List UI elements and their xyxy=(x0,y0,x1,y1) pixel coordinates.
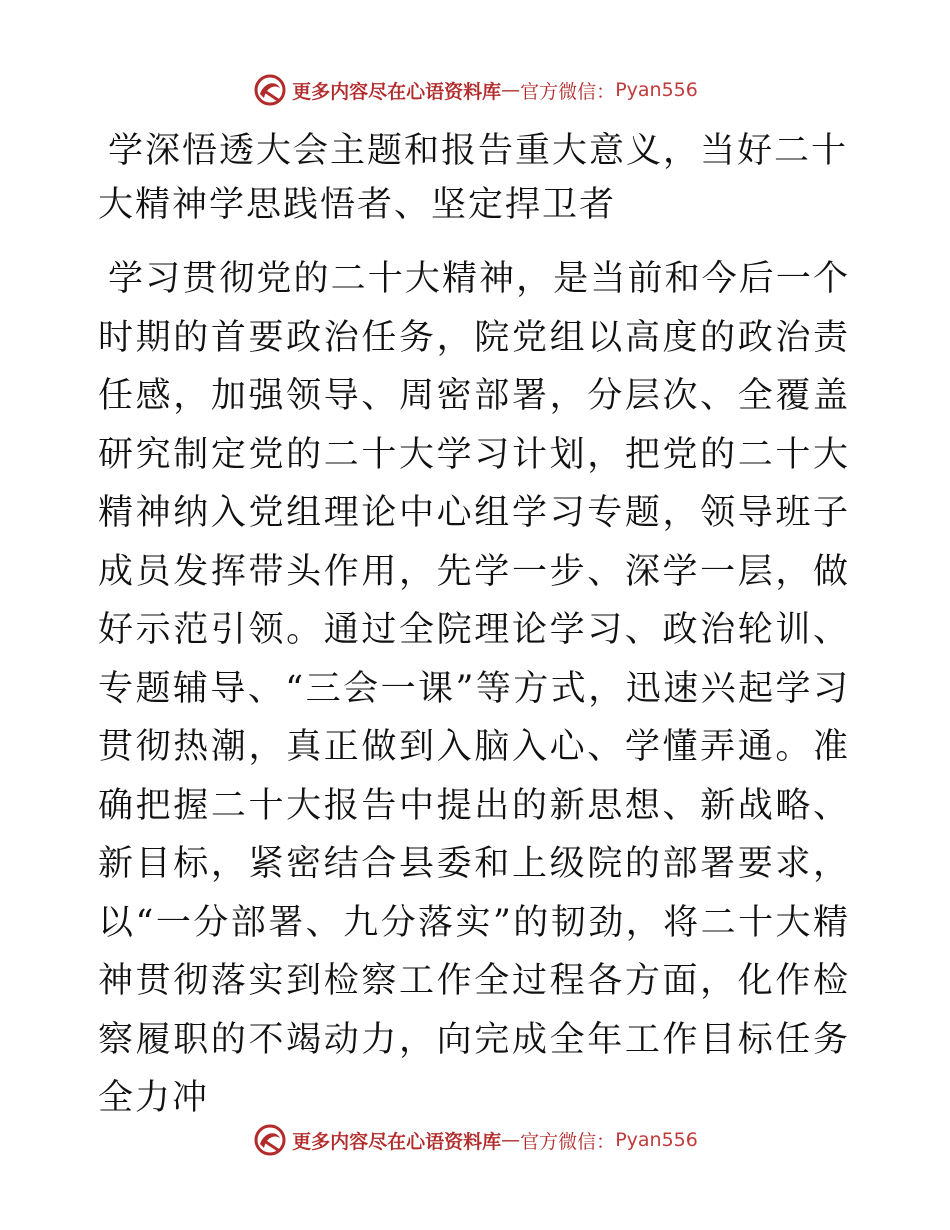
banner-sub-text: 官方微信： xyxy=(520,1130,616,1153)
footer-banner xyxy=(0,1120,950,1160)
document-title: 学深悟透大会主题和报告重大意义，当好二十大精神学思践悟者、坚定捍卫者 xyxy=(98,131,849,225)
banner-main-text: 更多内容尽在心语资料库 xyxy=(292,80,502,103)
document-body: 学习贯彻党的二十大精神，是当前和今后一个时期的首要政治任务，院党组以高度的政治责任感，加强领导、周密部署，分层次、全覆盖研究制定党的二十大学习计划，把党的二十大精神纳入党组理论中心组学习专题，领导班子成员发挥带头作用，先学一步、深学一层，做好示范引领。通过全院理论学习、政治轮训、专题辅导、“三会一课”等方式，迅速兴起学习贯彻热潮，真正做到入脑入心、学懂弄通。准确把握二十大报告中提出的新思想、新战略、新目标，紧密结合县委和上级院的部署要求，以“一分部署、九分落实”的韧劲，将二十大精神贯彻落实到检察工作全过程各方面，化作检察履职的不竭动力，向完成全年工作目标任务全力冲 xyxy=(98,259,850,1118)
banner-dash: — xyxy=(501,79,521,101)
banner-account: Pyan556 xyxy=(615,79,698,101)
banner-dash: — xyxy=(501,1129,521,1151)
red-swirl-logo-icon xyxy=(252,72,288,108)
banner-main-text: 更多内容尽在心语资料库 xyxy=(292,1130,502,1153)
banner-account: Pyan556 xyxy=(615,1129,698,1151)
banner-sub-text: 官方微信： xyxy=(520,80,616,103)
header-banner xyxy=(0,70,950,110)
red-swirl-logo-icon xyxy=(252,1122,288,1158)
